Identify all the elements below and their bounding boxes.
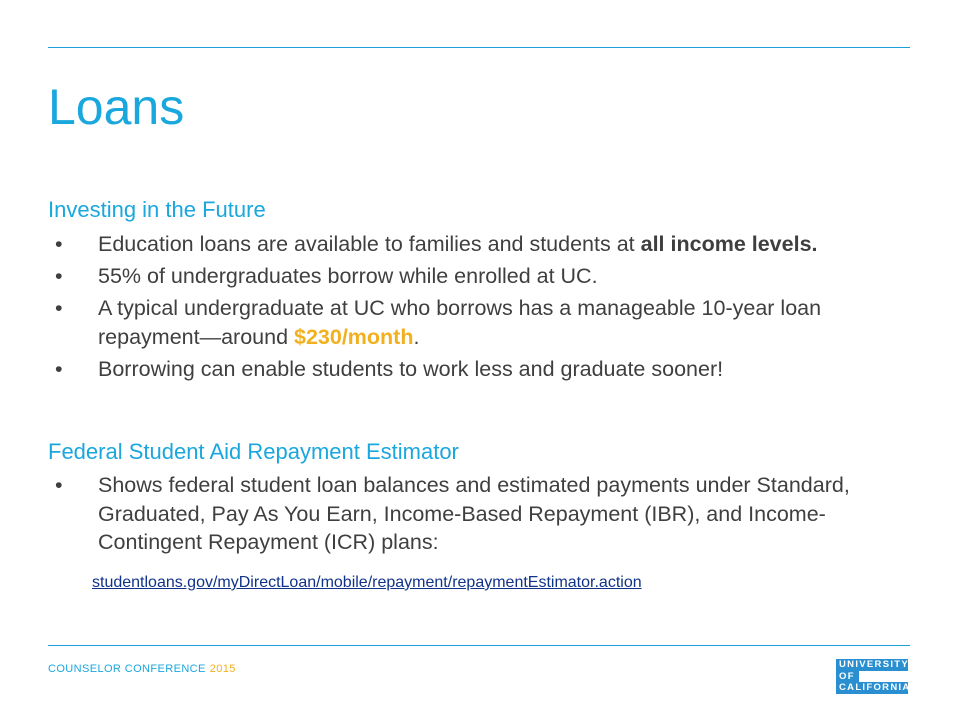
bullet-icon: • <box>55 264 63 288</box>
slide-title: Loans <box>48 79 185 135</box>
section-heading-investing: Investing in the Future <box>48 197 266 222</box>
top-divider <box>48 47 910 48</box>
list-item: • A typical undergraduate at UC who borrows has a manageable 10-year loan repayment—around $230/month. <box>55 296 822 349</box>
repayment-estimator-link[interactable]: studentloans.gov/myDirectLoan/mobile/repayment/repaymentEstimator.action <box>92 574 642 591</box>
footer-year: 2015 <box>209 663 236 675</box>
bullet-icon: • <box>55 356 63 381</box>
list-item: • 55% of undergraduates borrow while enrolled at UC. <box>48 262 908 291</box>
footer-conference-label: COUNSELOR CONFERENCE 2015 <box>48 663 236 675</box>
bottom-divider <box>48 645 910 646</box>
list-item: • Education loans are available to families and students at all income levels. <box>48 230 908 259</box>
estimator-bullet-list <box>48 471 908 560</box>
investing-bullet-list <box>48 230 908 387</box>
bullet-icon: • <box>55 296 63 320</box>
list-item: • Shows federal student loan balances and estimated payments under Standard, Graduated, Pay As You Earn, Income-Based Repayment (IBR), and Income-Contingent Repayment (ICR) plans: <box>55 473 850 554</box>
bullet-icon: • <box>55 473 63 497</box>
section-heading-estimator: Federal Student Aid Repayment Estimator <box>48 439 459 464</box>
monthly-payment-highlight: $230/month <box>294 324 414 349</box>
list-item: • Borrowing can enable students to work less and graduate sooner! <box>48 355 908 384</box>
university-of-california-logo: UNIVERSITY OF CALIFORNIA <box>836 659 908 694</box>
bullet-icon: • <box>55 232 63 256</box>
